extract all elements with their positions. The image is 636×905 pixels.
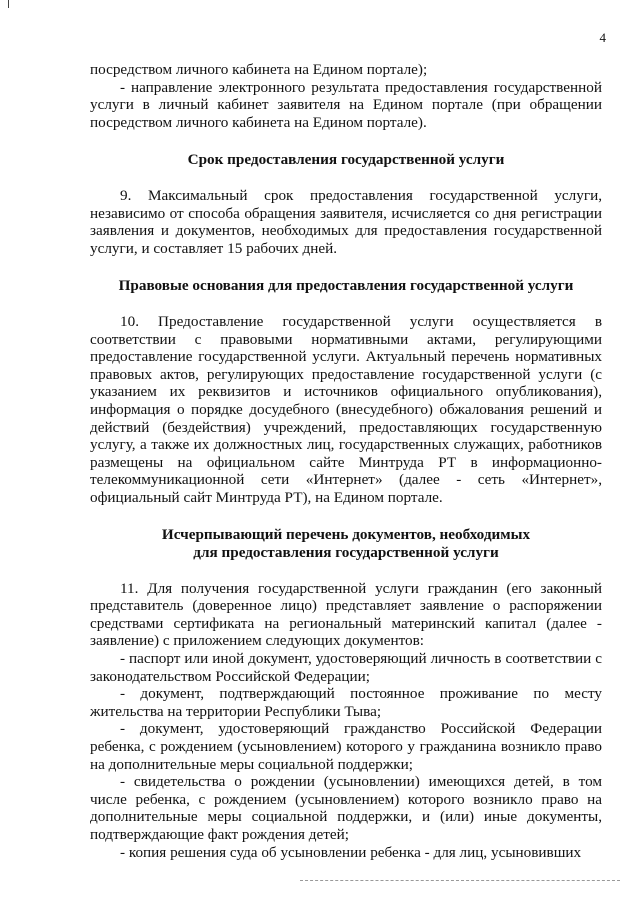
- section-heading-term: Срок предоставления государственной услуги: [187, 151, 505, 169]
- document-body: [90, 61, 602, 861]
- list-item: - документ, подтверждающий постоянное проживание по месту жительства на территории Республики Тыва;: [90, 685, 602, 720]
- corner-mark: [8, 0, 9, 8]
- paragraph-10: 10. Предоставление государственной услуги осуществляется в соответствии с правовыми нормативными актами, регулирующими предоставление государственной услуги. Актуальный перечень нормативных правовых актов, регулирующих предоставление государственной услуги (с указанием их реквизитов и источников официального опубликования), информация о порядке досудебного (внесудебного) обжалования решений и действий (бездействия) учреждений, предоставляющих государственную услугу, а также их должностных лиц, государственных служащих, работников размещены на официальном сайте Минтруда РТ в информационно-телекоммуникационной сети «Интернет» (далее - сеть «Интернет», официальный сайт Минтруда РТ), на Едином портале.: [90, 312, 602, 506]
- list-item: - документ, удостоверяющий гражданство Российской Федерации ребенка, с рождением (усыновлением) которого у гражданина возникло право на дополнительные меры социальной поддержки;: [90, 720, 602, 773]
- list-item: - паспорт или иной документ, удостоверяющий личность в соответствии с законодательством Российской Федерации;: [90, 650, 602, 685]
- section-heading-legal: Правовые основания для предоставления государственной услуги: [118, 277, 574, 295]
- list-item: - копия решения суда об усыновлении ребенка - для лиц, усыновивших: [120, 843, 582, 861]
- paragraph-9: 9. Максимальный срок предоставления государственной услуги, независимо от способа обращения заявителя, исчисляется со дня регистрации заявления и документов, необходимых для предоставления государственной услуги, и составляет 15 рабочих дней.: [90, 186, 602, 257]
- page-number: 4: [599, 30, 606, 45]
- paragraph-11: 11. Для получения государственной услуги гражданин (его законный представитель (доверенное лицо) представляет заявление о распоряжении средствами сертификата на региональный материнский капитал (далее - заявление) с приложением следующих документов:: [90, 579, 602, 650]
- list-item: - свидетельства о рождении (усыновлении) имеющихся детей, в том числе ребенка, с рождением (усыновлением) которого возникло право на дополнительные меры социальной поддержки, и (или) иные документы, подтверждающие факт рождения детей;: [90, 773, 602, 843]
- intro-line-1: посредством личного кабинета на Едином портале);: [90, 61, 428, 78]
- intro-line-2: - направление электронного результата предоставления государственной услуги в личный кабинет заявителя на Едином портале (при обращении посредством личного кабинета на Едином портале).: [90, 78, 602, 131]
- section-heading-documents-line1: Исчерпывающий перечень документов, необходимых: [161, 526, 531, 544]
- bottom-rule: [300, 880, 620, 881]
- section-heading-documents-line2: для предоставления государственной услуги: [193, 544, 499, 562]
